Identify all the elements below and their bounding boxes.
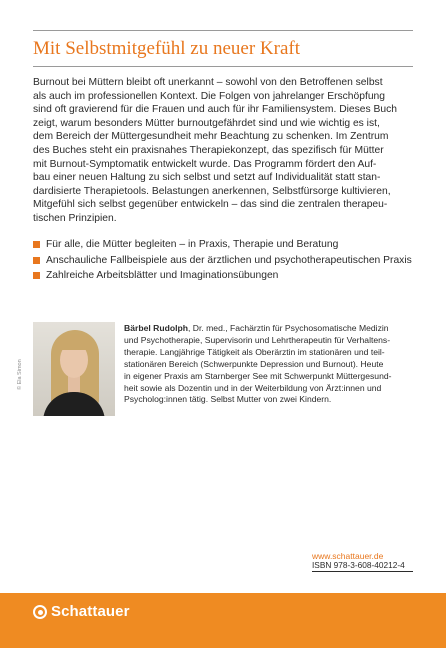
bullet-square-icon — [33, 257, 40, 264]
blurb-line: als auch im professionellen Kontext. Die Folgen von jahrelanger Erschöpfung — [33, 90, 386, 102]
blurb-text — [33, 76, 415, 226]
blurb-line: Mitgefühl sich selbst gegenüber entwickeln – das sind die zentralen therapeu- — [33, 199, 388, 211]
author-photo — [33, 322, 115, 416]
list-item-text: Anschauliche Fallbeispiele aus der ärztlichen und psychotherapeutischen Praxis — [46, 254, 412, 266]
list-item — [33, 254, 413, 268]
bullet-square-icon — [33, 272, 40, 279]
author-name: Bärbel Rudolph — [124, 323, 188, 333]
list-item-text: Zahlreiche Arbeitsblätter und Imaginationsübungen — [46, 270, 279, 282]
bio-line: in eigener Praxis am Starnberger See mit Schwerpunkt Müttergesund- — [124, 370, 392, 381]
list-item-text: Für alle, die Mütter begleiten – in Praxis, Therapie und Beratung — [46, 239, 339, 250]
back-cover-title: Mit Selbstmitgefühl zu neuer Kraft — [33, 38, 300, 59]
bullet-square-icon — [33, 241, 40, 248]
list-item — [33, 238, 413, 252]
schattauer-logo-icon — [33, 605, 47, 619]
bio-line: therapie. Langjährige Tätigkeit als Oberärztin im stationären und teil- — [124, 346, 385, 357]
author-bio — [124, 323, 414, 406]
blurb-line: bau einer neuen Haltung zu sich selbst und setzt auf Individualität statt stan- — [33, 172, 381, 184]
publisher-band — [0, 593, 446, 648]
blurb-line: dem Bereich der Müttergesundheit mehr Beachtung zu schenken. Im Zentrum — [33, 131, 389, 143]
bio-line: und Psychotherapie, Supervisorin und Lehrtherapeutin für Verhaltens- — [124, 334, 391, 345]
blurb-line: Burnout bei Müttern bleibt oft unerkannt – sowohl von den Betroffenen selbst — [33, 77, 383, 88]
feature-list — [33, 238, 413, 285]
blurb-line: tischen Prinzipien. — [33, 212, 117, 224]
bio-line: , Dr. med., Fachärztin für Psychosomatische Medizin — [187, 323, 389, 333]
isbn-rule — [312, 571, 413, 573]
blurb-line: dardisierte Therapietools. Belastungen anerkennen, Selbstfürsorge kultivieren, — [33, 185, 391, 197]
photo-fringe — [56, 334, 92, 350]
publisher-website[interactable]: www.schattauer.de — [312, 551, 384, 561]
bio-line: heit sowie als Dozentin und in der Weiterbildung von Ärzt:innen und — [124, 382, 382, 393]
blurb-line: mit Burnout-Symptomatik entwickelt wurde. Das Programm fördert den Auf- — [33, 158, 377, 170]
title-divider — [33, 66, 413, 67]
bio-line: stationären Bereich (Schwerpunkte Depression und Burnout). Heute — [124, 358, 384, 369]
isbn-number: ISBN 978-3-608-40212-4 — [312, 560, 405, 570]
bio-line: Psycholog:innen tätig. Selbst Mutter von zwei Kindern. — [124, 394, 332, 405]
list-item — [33, 269, 413, 283]
publisher-name: Schattauer — [51, 603, 130, 620]
photo-credit: © Ela Simon — [17, 359, 23, 390]
publisher-logo — [33, 603, 130, 620]
top-divider — [33, 30, 413, 31]
blurb-line: des Buches steht ein praxisnahes Therapiekonzept, das spezifisch für Mütter — [33, 144, 384, 156]
blurb-line: sind oft gravierend für die Frauen und auch für ihr Familiensystem. Dieses Buch — [33, 104, 397, 116]
blurb-line: zeigt, warum besonders Mütter burnoutgefährdet sind und wie wichtig es ist, — [33, 117, 380, 129]
